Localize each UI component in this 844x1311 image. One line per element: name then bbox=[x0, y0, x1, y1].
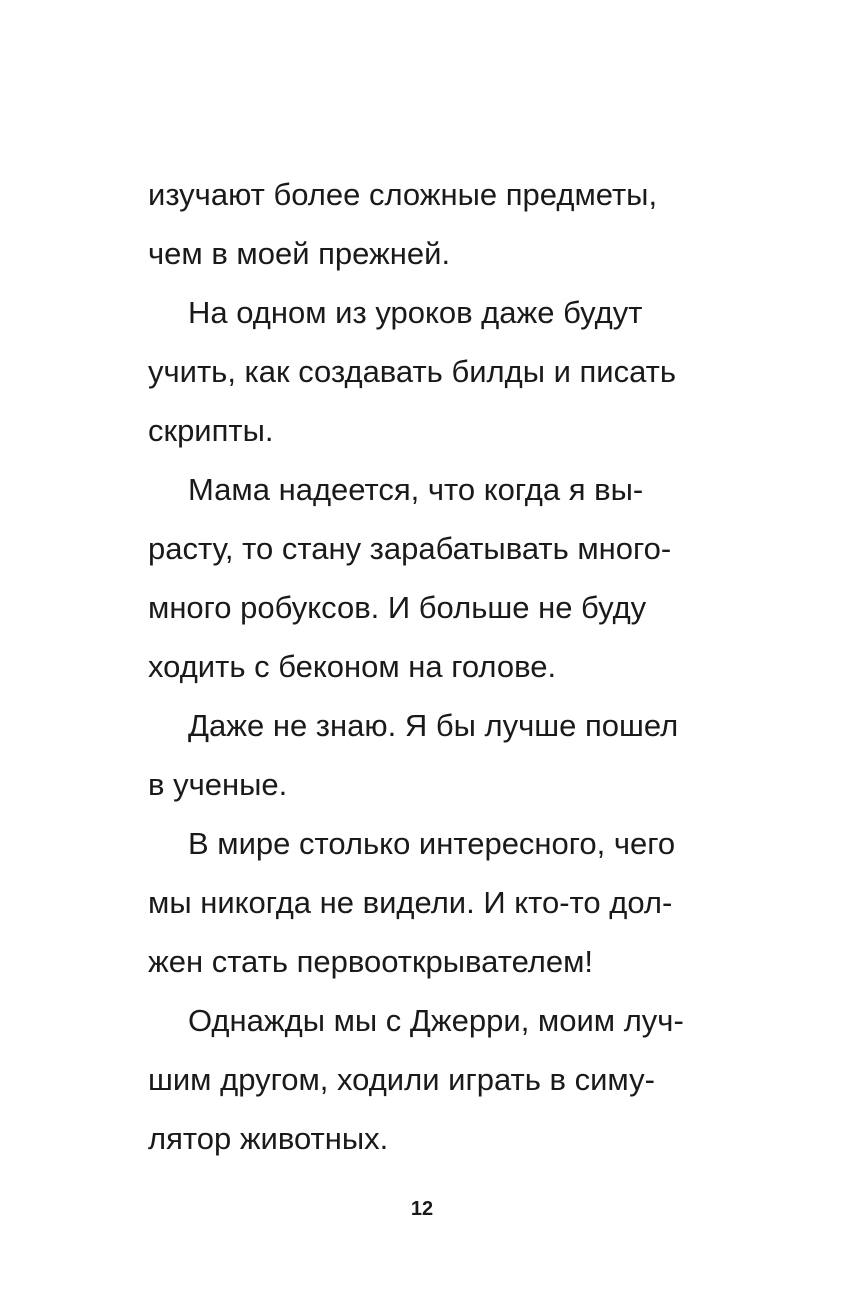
text-line: расту, то стану зарабатывать много- bbox=[148, 531, 672, 566]
text-line: ходить с беконом на голове. bbox=[148, 649, 557, 684]
paragraph-start-line: На одном из уроков даже будут bbox=[188, 295, 643, 330]
paragraph-start-line: Однажды мы с Джерри, моим луч- bbox=[188, 1003, 684, 1038]
text-line: скрипты. bbox=[148, 413, 274, 448]
paragraph-start-line: В мире столько интересного, чего bbox=[188, 826, 676, 861]
text-line: шим другом, ходили играть в симу- bbox=[148, 1062, 655, 1097]
text-line: учить, как создавать билды и писать bbox=[148, 354, 677, 389]
text-line: лятор животных. bbox=[148, 1121, 389, 1156]
text-line: чем в моей прежней. bbox=[148, 236, 451, 271]
text-line: изучают более сложные предметы, bbox=[148, 177, 658, 212]
text-line: много робуксов. И больше не буду bbox=[148, 590, 647, 625]
text-line: жен стать первооткрывателем! bbox=[148, 944, 594, 979]
text-line: в ученые. bbox=[148, 767, 288, 802]
paragraph-start-line: Даже не знаю. Я бы лучше пошел bbox=[188, 708, 679, 743]
page-number: 12 bbox=[410, 1198, 434, 1220]
body-text bbox=[148, 165, 748, 1168]
text-line: мы никогда не видели. И кто-то дол- bbox=[148, 885, 673, 920]
paragraph-start-line: Мама надеется, что когда я вы- bbox=[188, 472, 644, 507]
